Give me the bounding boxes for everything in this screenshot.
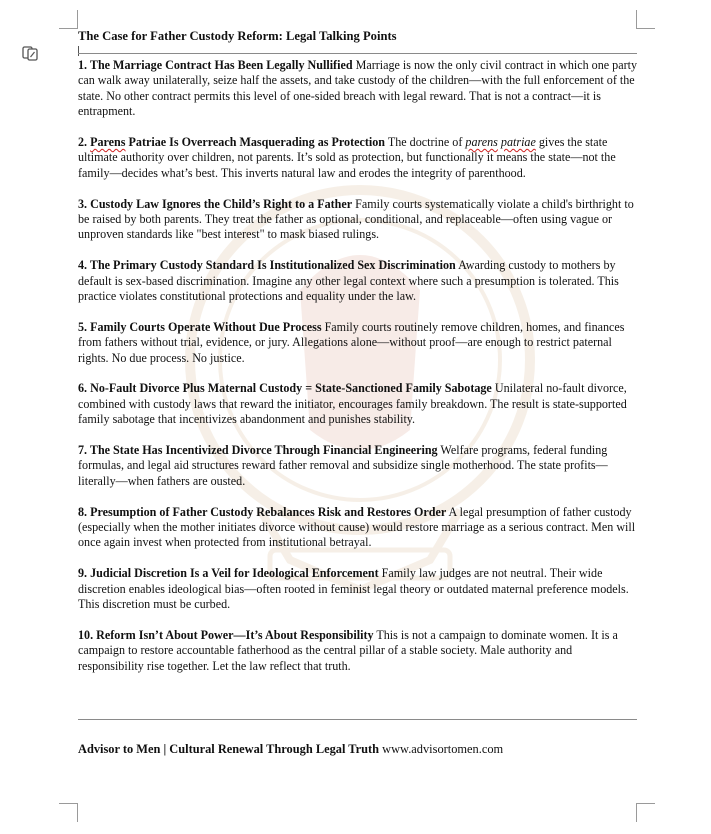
item-heading: 10. Reform Isn’t About Power—It’s About Responsibility xyxy=(78,627,374,642)
footer-rule xyxy=(78,719,637,720)
spellcheck-flagged-term[interactable]: patriae xyxy=(500,135,536,150)
item-body: This is not a campaign to dominate women. It is a campaign to restore accountable fatherhood as the central pillar of a stable society. Male authority and responsibility rise together. Let the law reflect that truth. xyxy=(78,627,618,673)
item-body: Family courts systematically violate a child's birthright to be raised by both parents. They treat the father as optional, conditional, and replaceable—often using vague or unproven standards like "best interest" to mask biased rulings. xyxy=(78,196,634,242)
list-item xyxy=(78,320,637,366)
paragraph-anchor xyxy=(78,46,79,56)
item-heading xyxy=(78,135,385,149)
crop-mark-bottom-right xyxy=(636,803,655,822)
item-heading: 3. Custody Law Ignores the Child’s Right to a Father xyxy=(78,196,353,211)
title-rule xyxy=(78,53,637,54)
item-body: Unilateral no-fault divorce, combined with custody laws that reward the initiator, encourages family breakdown. The result is state-supported family sabotage that incentivizes abandonment and punishes stability. xyxy=(78,381,627,427)
crop-mark-top-left xyxy=(59,10,78,29)
list-item xyxy=(78,381,637,427)
item-body: gives the state ultimate authority over children, not parents. It’s sold as protection, but functionally it means the state—not the family—decides what’s best. This inverts natural law and erodes the integrity of parenthood. xyxy=(78,135,616,180)
list-item xyxy=(78,258,637,304)
item-heading: 5. Family Courts Operate Without Due Process xyxy=(78,319,322,334)
item-body: Welfare programs, federal funding formulas, and legal aid structures reward father removal and subsidize single motherhood. The state profits—literally—when fathers are ousted. xyxy=(78,443,608,488)
item-body: Awarding custody to mothers by default is sex-based discrimination. Imagine any other legal context where such a presumption is tolerated. This practice violates constitutional protections and equality under the law. xyxy=(78,258,619,304)
crop-mark-top-right xyxy=(636,10,655,29)
footer-brand: Advisor to Men | Cultural Renewal Through Legal Truth xyxy=(78,742,380,756)
list-item xyxy=(78,135,637,181)
talking-points-list xyxy=(78,58,637,690)
spellcheck-flagged-word[interactable]: Parens xyxy=(90,135,126,150)
crop-mark-bottom-left xyxy=(59,803,78,822)
item-heading: 9. Judicial Discretion Is a Veil for Ideological Enforcement xyxy=(78,566,379,581)
track-changes-icon[interactable] xyxy=(21,44,39,62)
item-body: Marriage is now the only civil contract in which one party can walk away unilaterally, seize half the assets, and take custody of the children—with the full enforcement of the state. No other contract permits this level of one-sided breach with legal reward. That is not a contract—it is entrapment. xyxy=(78,58,638,119)
list-item xyxy=(78,505,637,551)
list-item xyxy=(78,58,637,120)
item-heading: 4. The Primary Custody Standard Is Institutionalized Sex Discrimination xyxy=(78,258,456,273)
item-body: The doctrine of xyxy=(385,135,466,150)
item-heading: 6. No-Fault Divorce Plus Maternal Custody = State-Sanctioned Family Sabotage xyxy=(78,381,492,396)
document-footer xyxy=(78,742,503,757)
item-body: Family courts routinely remove children, homes, and finances from fathers without trial, evidence, or jury. Allegations alone—without proof—are enough to restrict paternal rights. No due process. No justice. xyxy=(78,319,625,365)
item-heading: 1. The Marriage Contract Has Been Legally Nullified xyxy=(78,58,353,72)
item-heading-text: Patriae Is Overreach Masquerading as Protection xyxy=(125,135,386,150)
list-item xyxy=(78,566,637,612)
list-item xyxy=(78,443,637,489)
item-heading-number: 2. xyxy=(78,135,91,150)
item-body: A legal presumption of father custody (especially when the mother initiates divorce without cause) would restore marriage as a serious contract. Men will once again invest when protected from institutional betrayal. xyxy=(78,504,636,550)
item-body: Family law judges are not neutral. Their wide discretion enables ideological bias—often rooted in feminist legal theory or outdated maternal preference models. This discretion must be curbed. xyxy=(78,566,629,612)
list-item xyxy=(78,628,637,674)
document-title: The Case for Father Custody Reform: Legal Talking Points xyxy=(78,29,397,43)
spellcheck-flagged-term[interactable]: parens xyxy=(465,135,498,150)
footer-url: www.advisortomen.com xyxy=(379,742,504,756)
item-heading: 7. The State Has Incentivized Divorce Through Financial Engineering xyxy=(78,443,438,458)
item-heading: 8. Presumption of Father Custody Rebalances Risk and Restores Order xyxy=(78,504,447,519)
list-item xyxy=(78,197,637,243)
